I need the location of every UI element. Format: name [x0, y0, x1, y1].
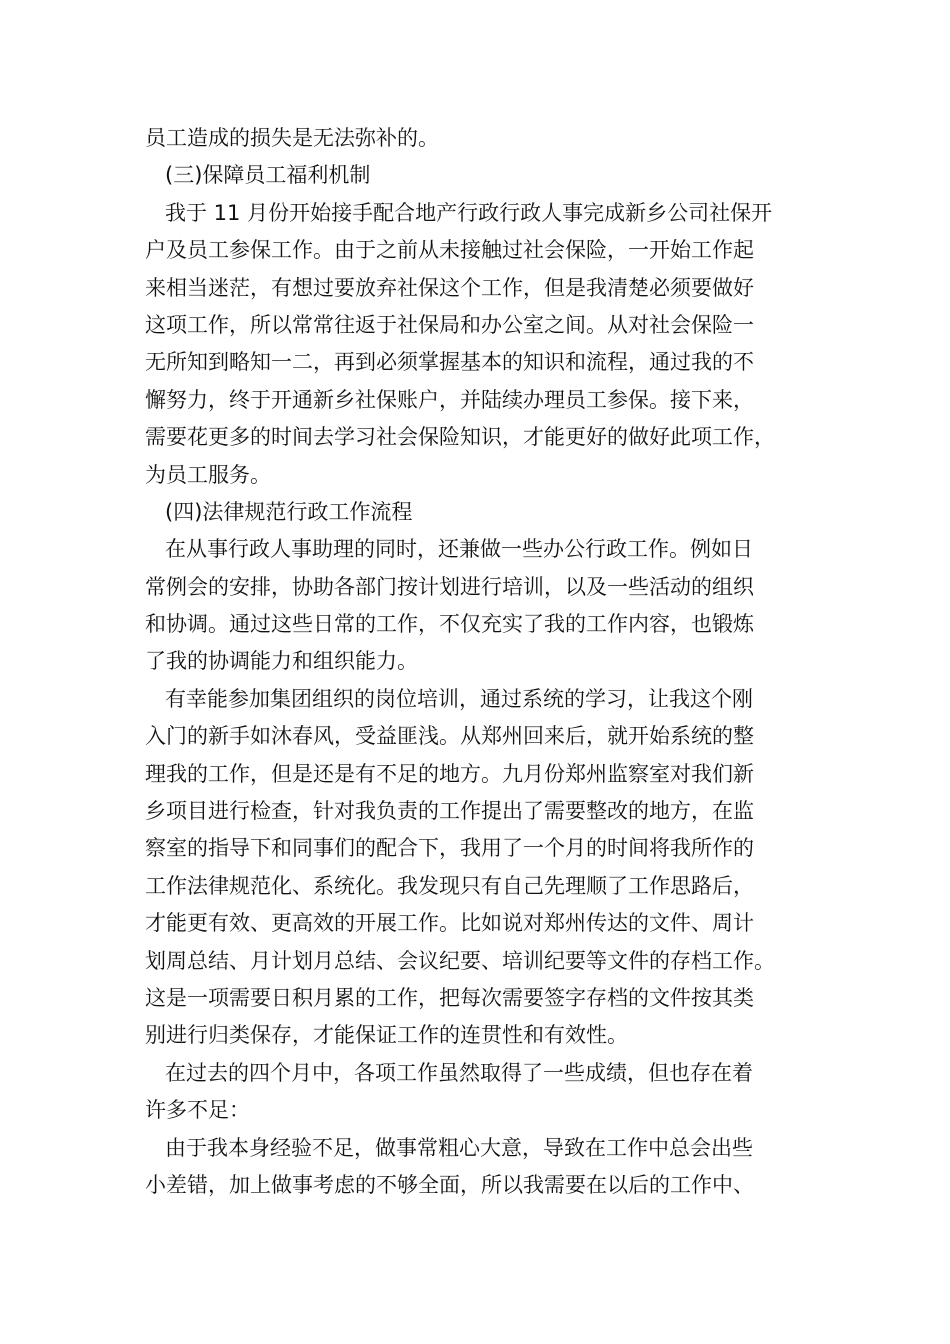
text-line: 小差错，加上做事考虑的不够全面，所以我需要在以后的工作中、 [145, 1172, 754, 1197]
text-line: 我于 11 月份开始接手配合地产行政行政人事完成新乡公司社保开 [165, 200, 773, 225]
text-line: 别进行归类保存，才能保证工作的连贯性和有效性。 [145, 1023, 628, 1048]
text-line: 户及员工参保工作。由于之前从未接触过社会保险，一开始工作起 [145, 238, 754, 263]
section-heading: (三)保障员工福利机制 [165, 163, 371, 188]
text-line: 在过去的四个月中，各项工作虽然取得了一些成绩，但也存在着 [165, 1060, 753, 1085]
text-line: 来相当迷茫，有想过要放弃社保这个工作，但是我清楚必须要做好 [145, 275, 754, 300]
text-line: 在从事行政人事助理的同时，还兼做一些办公行政工作。例如日 [165, 537, 753, 562]
text-line: 常例会的安排，协助各部门按计划进行培训，以及一些活动的组织 [145, 574, 754, 599]
text-line: 有幸能参加集团组织的岗位培训，通过系统的学习，让我这个刚 [165, 686, 753, 711]
text-line: 员工造成的损失是无法弥补的。 [145, 126, 439, 150]
text-line: 乡项目进行检查，针对我负责的工作提出了需要整改的地方，在监 [145, 799, 754, 824]
text-line: 由于我本身经验不足，做事常粗心大意，导致在工作中总会出些 [165, 1135, 753, 1160]
text-line: 懈努力，终于开通新乡社保账户，并陆续办理员工参保。接下来， [145, 387, 754, 412]
text-line: 无所知到略知一二，再到必须掌握基本的知识和流程，通过我的不 [145, 350, 754, 375]
text-line: 和协调。通过这些日常的工作，不仅充实了我的工作内容，也锻炼 [145, 612, 754, 637]
document-body [145, 120, 805, 1204]
text-line: 为员工服务。 [145, 462, 271, 487]
text-line: 才能更有效、更高效的开展工作。比如说对郑州传达的文件、周计 [145, 911, 754, 936]
text-line: 这项工作，所以常常往返于社保局和办公室之间。从对社会保险一 [145, 312, 754, 337]
text-line: 划周总结、月计划月总结、会议纪要、培训纪要等文件的存档工作。 [145, 948, 775, 973]
text-line: 许多不足： [145, 1098, 250, 1123]
text-line: 入门的新手如沐春风，受益匪浅。从郑州回来后，就开始系统的整 [145, 724, 754, 749]
text-line: 需要花更多的时间去学习社会保险知识，才能更好的做好此项工作， [145, 425, 775, 450]
text-line: 了我的协调能力和组织能力。 [145, 649, 418, 674]
text-line: 察室的指导下和同事们的配合下，我用了一个月的时间将我所作的 [145, 836, 754, 861]
text-line: 这是一项需要日积月累的工作，把每次需要签字存档的文件按其类 [145, 985, 754, 1010]
section-heading: (四)法律规范行政工作流程 [165, 499, 413, 524]
text-line: 工作法律规范化、系统化。我发现只有自己先理顺了工作思路后， [145, 873, 754, 898]
text-line: 理我的工作，但是还是有不足的地方。九月份郑州监察室对我们新 [145, 761, 754, 786]
